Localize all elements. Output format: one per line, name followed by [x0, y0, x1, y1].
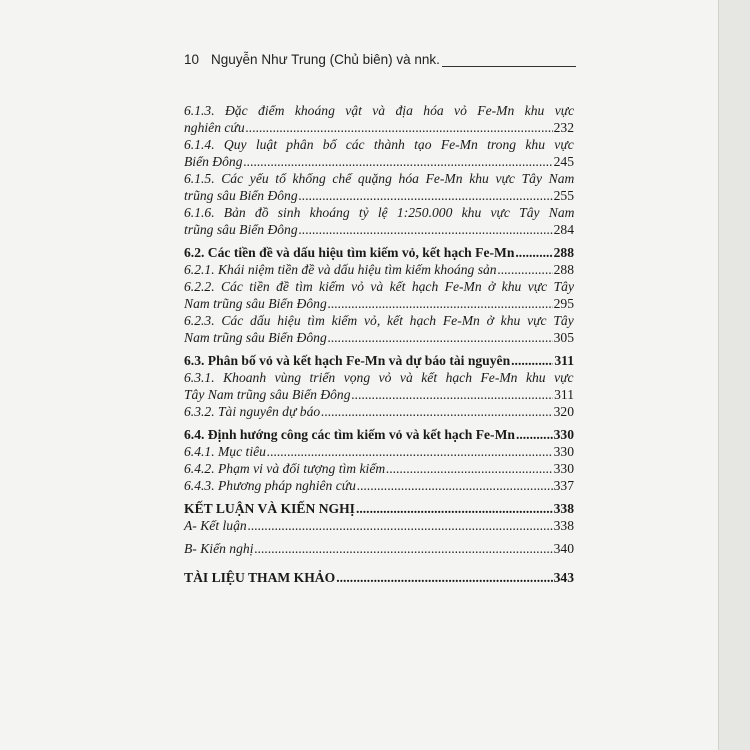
toc-entry-6-2-1[interactable]	[184, 261, 574, 278]
toc-page-number: 305	[553, 330, 574, 345]
toc-entry-title: 6.2. Các tiền đề và dấu hiệu tìm kiếm vỏ, kết hạch Fe-Mn	[184, 245, 515, 260]
toc-entry-6-3[interactable]	[184, 352, 574, 369]
toc-entry-6-4[interactable]	[184, 426, 574, 443]
dot-leader	[516, 426, 553, 443]
toc-entry-title: 6.4.2. Phạm vi và đối tượng tìm kiếm	[184, 461, 386, 476]
dot-leader	[356, 500, 553, 517]
toc-entry-title-line: 6.1.3. Đặc điểm khoáng vật và địa hóa vỏ Fe-Mn khu vực	[184, 103, 575, 118]
toc-entry-title: 6.3.2. Tài nguyên dự báo	[184, 404, 321, 419]
toc-entry-title-line: 6.2.2. Các tiền đề tìm kiếm vỏ và kết hạch Fe-Mn ở khu vực Tây	[184, 279, 574, 294]
toc-entry-6-2[interactable]	[184, 244, 574, 261]
toc-page-number: 330	[553, 461, 574, 476]
toc-entry-6-1-3[interactable]	[184, 102, 574, 136]
toc-entry-6-1-5[interactable]	[184, 170, 574, 204]
dot-leader	[254, 540, 552, 557]
toc-entry-title-cont: Biển Đông	[184, 154, 243, 169]
dot-leader	[352, 386, 554, 403]
toc-entry-conclusions-b[interactable]	[184, 540, 574, 557]
running-head-rule	[442, 54, 576, 67]
toc-page-number: 288	[553, 245, 574, 260]
dot-leader	[328, 329, 553, 346]
dot-leader	[328, 295, 553, 312]
toc-page-number: 330	[553, 427, 574, 442]
dot-leader	[267, 443, 553, 460]
toc-entry-conclusions[interactable]	[184, 500, 574, 517]
toc-entry-title-line: 6.1.6. Bản đồ sinh khoáng tỷ lệ 1:250.000 khu vực Tây Nam	[184, 205, 575, 220]
toc-entry-title-cont: Nam trũng sâu Biển Đông	[184, 330, 327, 345]
dot-leader	[515, 244, 552, 261]
running-head	[184, 52, 576, 67]
toc-page-number: 311	[554, 387, 574, 402]
toc-page-number: 311	[554, 353, 574, 368]
toc-entry-title: 6.4.1. Mục tiêu	[184, 444, 266, 459]
running-head-author: Nguyễn Như Trung (Chủ biên) và nnk.	[211, 52, 440, 67]
toc-entry-title-line: 6.1.4. Quy luật phân bố các thành tạo Fe-Mn trong khu vực	[184, 137, 574, 152]
dot-leader	[357, 477, 553, 494]
toc-entry-title-line: 6.1.5. Các yếu tố khống chế quặng hóa Fe-Mn khu vực Tây Nam	[184, 171, 575, 186]
toc-entry-title-cont: trũng sâu Biển Đông	[184, 222, 298, 237]
toc-entry-title: 6.4.3. Phương pháp nghiên cứu	[184, 478, 356, 493]
toc-entry-6-1-6[interactable]	[184, 204, 574, 238]
dot-leader	[244, 153, 553, 170]
toc-page-number: 255	[553, 188, 574, 203]
table-of-contents	[184, 102, 574, 586]
toc-entry-6-3-2[interactable]	[184, 403, 574, 420]
dot-leader	[386, 460, 552, 477]
dot-leader	[321, 403, 552, 420]
toc-page-number: 232	[553, 120, 574, 135]
toc-entry-title: KẾT LUẬN VÀ KIẾN NGHỊ	[184, 501, 355, 516]
toc-entry-6-2-2[interactable]	[184, 278, 574, 312]
toc-entry-6-4-1[interactable]	[184, 443, 574, 460]
page-edge	[718, 0, 750, 750]
toc-entry-6-4-3[interactable]	[184, 477, 574, 494]
toc-entry-title: A- Kết luận	[184, 518, 247, 533]
toc-page-number: 295	[553, 296, 574, 311]
toc-entry-title: 6.2.1. Khái niệm tiền đề và dấu hiệu tìm kiếm khoáng sản	[184, 262, 497, 277]
dot-leader	[246, 119, 553, 136]
toc-entry-6-4-2[interactable]	[184, 460, 574, 477]
toc-entry-title: B- Kiến nghị	[184, 541, 254, 556]
toc-entry-6-3-1[interactable]	[184, 369, 574, 403]
toc-page-number: 288	[553, 262, 574, 277]
toc-entry-references[interactable]	[184, 569, 574, 586]
toc-entry-conclusions-a[interactable]	[184, 517, 574, 534]
toc-page-number: 245	[553, 154, 574, 169]
toc-entry-title-cont: Nam trũng sâu Biển Đông	[184, 296, 327, 311]
toc-entry-title-cont: Tây Nam trũng sâu Biển Đông	[184, 387, 351, 402]
dot-leader	[248, 517, 553, 534]
toc-page-number: 340	[553, 541, 574, 556]
toc-entry-title-cont: trũng sâu Biển Đông	[184, 188, 298, 203]
toc-page-number: 330	[553, 444, 574, 459]
toc-entry-6-1-4[interactable]	[184, 136, 574, 170]
dot-leader	[336, 569, 552, 586]
toc-page-number: 337	[553, 478, 574, 493]
toc-entry-title: 6.3. Phân bố vỏ và kết hạch Fe-Mn và dự báo tài nguyên	[184, 353, 511, 368]
toc-entry-title: TÀI LIỆU THAM KHẢO	[184, 570, 336, 585]
dot-leader	[498, 261, 553, 278]
toc-page-number: 284	[553, 222, 574, 237]
toc-entry-title: 6.4. Định hướng công các tìm kiếm vỏ và kết hạch Fe-Mn	[184, 427, 515, 442]
toc-page-number: 338	[553, 501, 574, 516]
dot-leader	[299, 221, 553, 238]
toc-page-number: 338	[553, 518, 574, 533]
toc-entry-title-cont: nghiên cứu	[184, 120, 245, 135]
toc-page-number: 320	[553, 404, 574, 419]
dot-leader	[299, 187, 553, 204]
page-number: 10	[184, 52, 200, 67]
toc-page-number: 343	[553, 570, 574, 585]
toc-entry-title-line: 6.3.1. Khoanh vùng triển vọng vỏ và kết hạch Fe-Mn khu vực	[184, 370, 574, 385]
dot-leader	[511, 352, 553, 369]
toc-entry-title-line: 6.2.3. Các dấu hiệu tìm kiếm vỏ, kết hạch Fe-Mn ở khu vực Tây	[184, 313, 574, 328]
toc-entry-6-2-3[interactable]	[184, 312, 574, 346]
